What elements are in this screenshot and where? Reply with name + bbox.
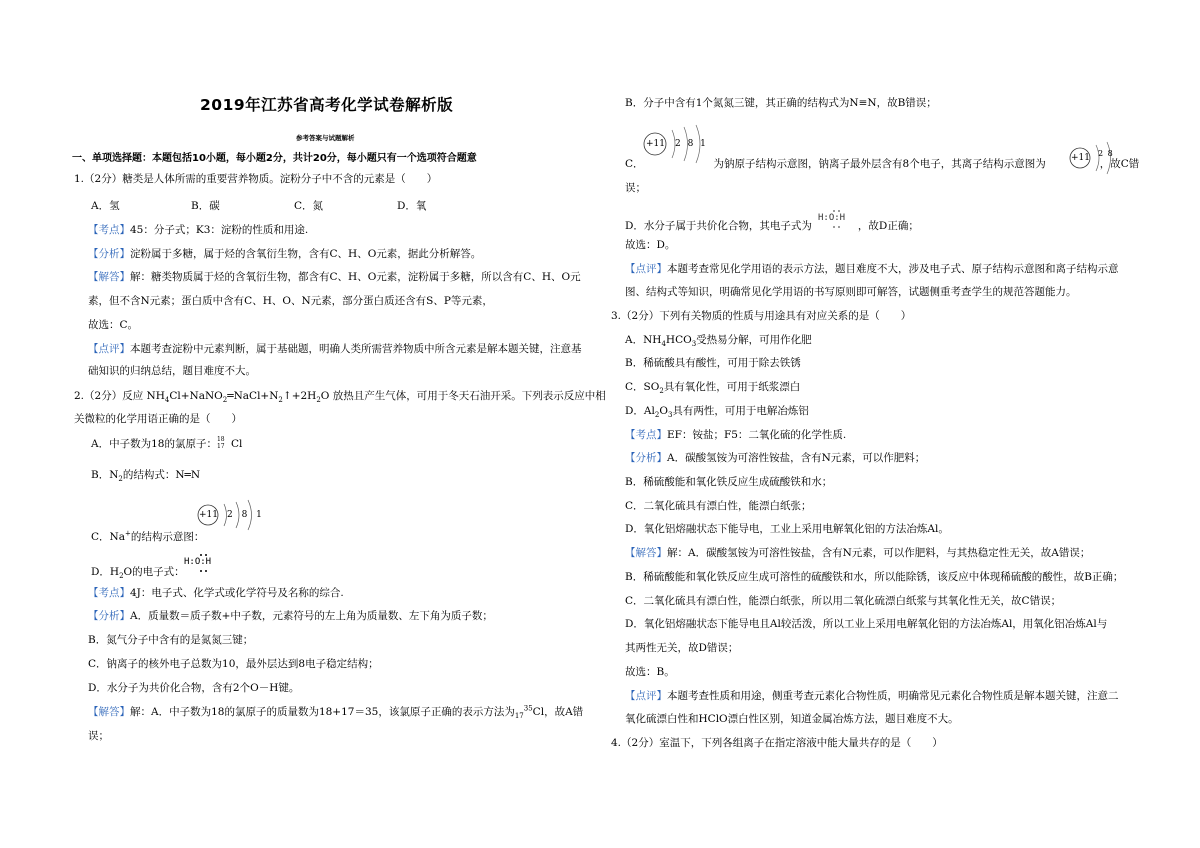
chlorine-nuclide [217, 437, 231, 451]
q2-option-b [91, 468, 200, 482]
q2-dianping-cont: 图、结构式等知识，明确常见化学用语的书写原则即可解答，试题侧重考查学生的规范答题能力。 [625, 286, 1077, 298]
q3-answer: 故选：B。 [625, 666, 675, 678]
q1-kaodian [88, 223, 308, 237]
q2-fenxi-d: D．水分子为共价化合物，含有2个O－H键。 [88, 682, 300, 694]
q3-option-b: B．稀硫酸具有酸性，可用于除去铁锈 [625, 357, 801, 369]
q3-option-a [625, 333, 812, 347]
q3-option-d-sub: 2 [654, 411, 660, 420]
q2-stem-sub: 2 [316, 396, 321, 405]
q3-dianping [625, 689, 1119, 703]
q1-dianping-text-1: 本题考查淀粉中元素判断，属于基础题，明确人类所需营养物质中所含元素是解本题关键，注意基 [130, 343, 582, 355]
q2-explain-d [625, 219, 919, 233]
lone-pair-dots-icon [182, 552, 226, 574]
q3-jieda-d-cont: 其两性无关，故D错误； [625, 642, 739, 654]
nuclide-z: 17 [216, 443, 225, 450]
q3-stem: 3.（2分）下列有关物质的性质与用途具有对应关系的是（ ） [611, 310, 912, 322]
q2-option-c-part: C．Na [91, 531, 125, 543]
h2o-electron-formula [182, 552, 226, 574]
q3-option-c-part: C．SO [625, 381, 660, 393]
q2-stem-cont: 关微粒的化学用语正确的是（ ） [74, 413, 242, 425]
q3-option-a-part: A．NH [625, 334, 662, 346]
q3-jieda-a: 解：A．碳酸氢铵为可溶性铵盐，含有N元素，可以作肥料，与其热稳定性无关，故A错误； [667, 547, 1091, 559]
q1-dianping [88, 342, 582, 356]
q1-fenxi [88, 247, 481, 261]
q3-option-a-sub: 4 [661, 340, 666, 349]
q1-option-d: D．氧 [397, 200, 427, 212]
na-core-label: +11 [199, 510, 218, 520]
tag-fenxi: 【分析】 [625, 452, 667, 464]
q2-option-c-part: 的结构示意图： [130, 531, 205, 543]
q2-option-d-part: D．H [91, 566, 120, 578]
page-subtitle: 参考答案与试题解析 [296, 134, 355, 142]
q3-jieda-d: D．氧化铝熔融状态下能导电且Al较活泼，所以工业上采用电解氧化铝的方法冶炼Al，用氧化铝冶炼Al与 [625, 618, 1108, 630]
q3-option-a-part: 受热易分解，可用作化肥 [696, 334, 812, 346]
q3-kaodian [625, 428, 846, 442]
q1-jieda-cont: 素，但不含N元素；蛋白质中含有C、H、O、N元素，部分蛋白质还含有S、P等元素， [88, 295, 493, 307]
q1-dianping-cont: 础知识的归纳总结，题目难度不大。 [88, 365, 256, 377]
nuclide-symbol: Cl [230, 438, 243, 450]
na-ion-diagram [1068, 140, 1122, 176]
tag-dianping: 【点评】 [625, 690, 667, 702]
tag-kaodian: 【考点】 [88, 224, 130, 236]
q2-option-c [91, 530, 204, 544]
q2-jieda-a2: Cl，故A错 [532, 706, 584, 718]
q2-stem-sub: 4 [164, 396, 170, 405]
q4-stem: 4.（2分）室温下，下列各组离子在指定溶液中能大量共存的是（ ） [611, 737, 943, 749]
q2-stem-part: ═NaCl+N [227, 390, 279, 402]
tag-dianping: 【点评】 [88, 343, 130, 355]
q3-option-d-sub: 3 [667, 411, 673, 420]
q2-fenxi-c: C．钠离子的核外电子总数为10，最外层达到8电子稳定结构； [88, 658, 379, 670]
q2-stem-sub: 2 [278, 396, 283, 405]
q2-stem-sub: 2 [222, 396, 228, 405]
q1-option-a: A．氢 [91, 200, 120, 212]
q2-explain-d-part: D．水分子属于共价化合物，其电子式为 [625, 220, 812, 232]
q2-explain-c-part: 为钠原子结构示意图，钠离子最外层含有8个电子，其离子结构示意图为 [713, 158, 1046, 170]
q3-jieda [625, 546, 1090, 560]
q3-option-d [625, 404, 809, 418]
na-shell-labels: 2 8 1 [227, 510, 265, 520]
q2-jieda-z: 17 [514, 712, 524, 721]
q2-jieda-m: 35 [523, 704, 533, 713]
section-heading: 一、单项选择题：本题包括10小题，每小题2分，共计20分，每小题只有一个选项符合题意 [72, 153, 477, 164]
q1-answer: 故选：C。 [88, 319, 139, 331]
q2-fenxi-b: B．氮气分子中含有的是氮氮三键； [88, 634, 254, 646]
q2-fenxi [88, 609, 493, 623]
q3-kaodian-text: EF：铵盐；F5：二氧化硫的化学性质. [667, 429, 847, 441]
q1-option-b: B．碳 [191, 200, 220, 212]
q2-explain-d-part: ，故D正确； [857, 220, 919, 232]
page-title: 2019年江苏省高考化学试卷解析版 [200, 96, 454, 114]
q2-answer: 故选：D。 [625, 239, 676, 251]
q1-option-c: C．氮 [294, 200, 324, 212]
q2-explain-c-part: ，故C错 [1099, 158, 1140, 170]
q2-option-c-sup: + [124, 529, 131, 538]
q3-option-c-sub: 2 [659, 387, 664, 396]
q2-jieda [88, 705, 583, 719]
q2-option-d-part: O的电子式： [123, 566, 185, 578]
q2-jieda-a: 解：A．中子数为18的氯原子的质量数为18+17＝35，该氯原子正确的表示方法为 [130, 706, 515, 718]
q1-kaodian-text: 45：分子式；K3：淀粉的性质和用途. [130, 224, 309, 236]
tag-dianping: 【点评】 [625, 263, 667, 275]
q3-option-d-part: 具有两性，可用于电解冶炼铝 [672, 405, 809, 417]
na-atom-shell-labels: 2 8 1 [675, 139, 708, 149]
q3-fenxi [625, 451, 925, 465]
tag-kaodian: 【考点】 [625, 429, 667, 441]
q3-option-d-part: O [659, 405, 668, 417]
q2-kaodian [88, 586, 344, 600]
na-atom-core-label: +11 [646, 139, 665, 149]
q2-option-b-sub: 2 [118, 475, 123, 484]
q3-jieda-c: C．二氧化硫具有漂白性，能漂白纸张，所以用二氧化硫漂白纸浆与其氧化性无关，故C错误； [625, 595, 1062, 607]
q3-option-d-part: D．Al [625, 405, 655, 417]
q2-stem-part: Cl+NaNO [169, 390, 223, 402]
q2-option-b-part: B．N [91, 469, 119, 481]
q2-option-d [91, 565, 185, 579]
q2-stem-part: ↑+2H [282, 390, 317, 402]
tag-kaodian: 【考点】 [88, 587, 130, 599]
tag-fenxi: 【分析】 [88, 610, 130, 622]
q2-kaodian-text: 4J：电子式、化学式或化学符号及名称的综合. [130, 587, 344, 599]
q3-dianping-cont: 氧化硫漂白性和HClO漂白性区别，知道金属冶炼方法，题目难度不大。 [625, 713, 959, 725]
na-ion-core-label: +11 [1071, 153, 1090, 163]
q3-option-a-part: HCO [665, 334, 692, 346]
q1-fenxi-text: 淀粉属于多糖，属于烃的含氧衍生物，含有C、H、O元素，据此分析解答。 [130, 248, 482, 260]
q2-dianping-text-1: 本题考查常见化学用语的表示方法，题目难度不大，涉及电子式、原子结构示意图和离子结构示意 [667, 263, 1119, 275]
q3-option-c-part: 具有氧化性，可用于纸浆漂白 [663, 381, 801, 393]
h2o-formula-text: H:O:H [818, 213, 846, 223]
q1-jieda [88, 270, 581, 284]
q3-option-a-sub: 3 [691, 340, 697, 349]
tag-jieda: 【解答】 [88, 706, 130, 718]
nuclide-mass: 18 [216, 436, 225, 443]
q2-option-a-label: A．中子数为18的氯原子： [91, 438, 217, 450]
na-structure-diagram [196, 498, 266, 532]
na-ion-shell-labels: 2 8 [1098, 149, 1114, 158]
tag-jieda: 【解答】 [88, 271, 130, 283]
q3-fenxi-c: C．二氧化硫具有漂白性，能漂白纸张； [625, 500, 812, 512]
q3-option-c [625, 380, 800, 394]
q2-explain-c-cont: 误； [625, 182, 646, 194]
q2-option-a [91, 437, 242, 451]
q2-option-d-sub: 2 [119, 572, 124, 581]
q1-jieda-text-1: 解：糖类物质属于烃的含氧衍生物，都含有C、H、O元素，淀粉属于多糖，所以含有C、H、O元 [130, 271, 581, 283]
q2-fenxi-a: A．质量数＝质子数+中子数，元素符号的左上角为质量数、左下角为质子数； [130, 610, 493, 622]
q2-explain-c-part: C． [625, 158, 644, 170]
h2o-formula-text: H:O:H [184, 557, 212, 567]
q2-stem [74, 389, 606, 403]
tag-jieda: 【解答】 [625, 547, 667, 559]
q2-stem-part: O 放热且产生气体，可用于冬天石油开采。下列表示反应中相 [320, 390, 606, 402]
q3-fenxi-a: A．碳酸氢铵为可溶性铵盐，含有N元素，可以作肥料； [667, 452, 926, 464]
q2-explain-c [625, 157, 1139, 171]
right-column [600, 0, 1200, 848]
q1-stem: 1.（2分）糖类是人体所需的重要营养物质。淀粉分子中不含的元素是（ ） [74, 173, 438, 185]
q2-jieda-cont: 误； [88, 730, 109, 742]
q2-stem-part: 2.（2分）反应 NH [74, 390, 165, 402]
q2-explain-b: B．分子中含有1个氮氮三键，其正确的结构式为N≡N，故B错误； [625, 97, 937, 109]
q3-fenxi-b: B．稀硫酸能和氧化铁反应生成硫酸铁和水； [625, 476, 833, 488]
q3-jieda-b: B．稀硫酸能和氧化铁反应生成可溶性的硫酸铁和水，所以能除锈，该反应中体现稀硫酸的酸性，故B正确； [625, 571, 1124, 583]
q3-dianping-text-1: 本题考查性质和用途，侧重考查元素化合物性质，明确常见元素化合物性质是解本题关键，注意二 [667, 690, 1119, 702]
tag-fenxi: 【分析】 [88, 248, 130, 260]
q3-fenxi-d: D．氧化铝熔融状态下能导电，工业上采用电解氧化铝的方法冶炼Al。 [625, 523, 949, 535]
q2-dianping [625, 262, 1119, 276]
q2-option-b-part: 的结构式：N═N [122, 469, 201, 481]
